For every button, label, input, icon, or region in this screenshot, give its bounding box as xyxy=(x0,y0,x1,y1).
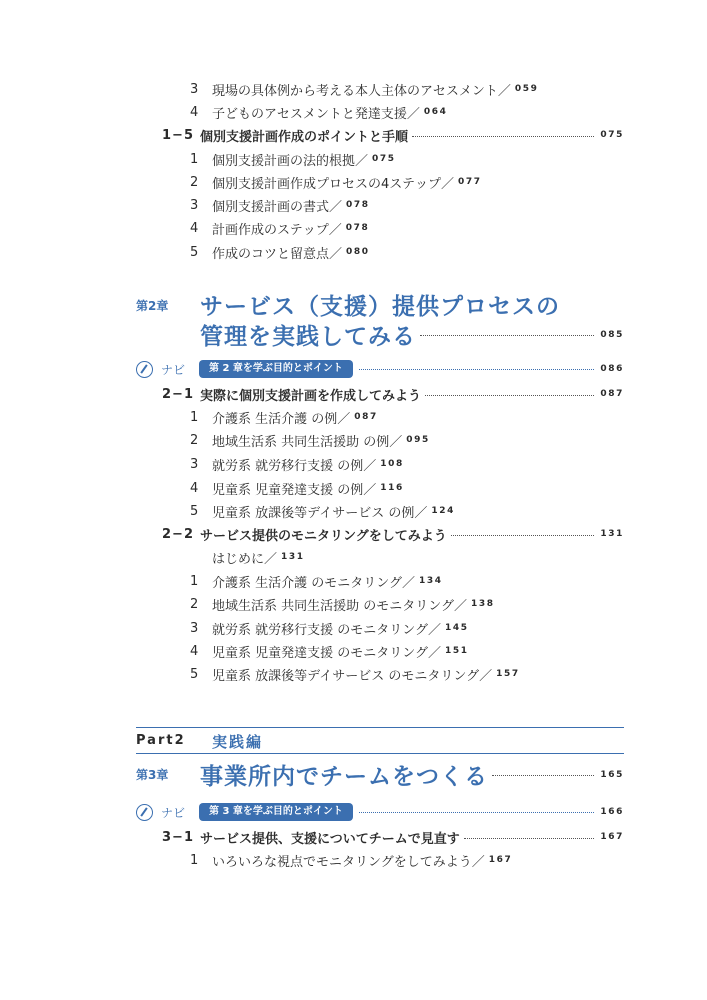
item-number: 3 xyxy=(190,620,199,636)
item-title: 介護系 生活介護 のモニタリング xyxy=(212,575,403,591)
toc-item[interactable] xyxy=(190,148,396,170)
item-title: 地域生活系 共同生活援助 のモニタリング xyxy=(212,598,455,614)
item-number: 2 xyxy=(190,174,199,190)
toc-section[interactable] xyxy=(162,523,624,545)
chapter-title-text: 管理を実践してみる xyxy=(200,324,416,350)
section-title: 実際に個別支援計画を作成してみよう xyxy=(200,388,422,404)
navi-row[interactable] xyxy=(136,360,624,378)
navi-row[interactable] xyxy=(136,803,624,821)
item-title: 個別支援計画の書式 xyxy=(212,199,330,215)
navi-page: 086 xyxy=(600,364,624,374)
navi-label: ナビ xyxy=(161,805,186,820)
separator: ／ xyxy=(406,106,420,122)
item-title: 就労系 就労移行支援 の例 xyxy=(212,458,364,474)
toc-item[interactable] xyxy=(190,171,482,193)
item-number: 2 xyxy=(190,596,199,612)
item-title: 地域生活系 共同生活援助 の例 xyxy=(212,434,390,450)
separator: ／ xyxy=(402,575,416,591)
section-title: 個別支援計画作成のポイントと手順 xyxy=(200,129,409,145)
item-page: 078 xyxy=(346,200,370,210)
leader-dots xyxy=(451,535,595,536)
item-number: 1 xyxy=(190,573,199,589)
separator: ／ xyxy=(441,176,455,192)
item-number: 5 xyxy=(190,503,199,519)
toc-section[interactable] xyxy=(162,124,624,146)
item-number: 2 xyxy=(190,432,199,448)
item-page: 059 xyxy=(514,84,539,94)
item-number: 4 xyxy=(190,104,199,120)
separator: ／ xyxy=(428,622,442,638)
separator: ／ xyxy=(363,482,377,498)
compass-icon xyxy=(136,804,153,821)
toc-item[interactable] xyxy=(190,453,404,475)
toc-item[interactable] xyxy=(190,500,455,522)
item-title: 児童系 放課後等デイサービス の例 xyxy=(212,505,415,521)
item-page: 167 xyxy=(488,855,513,865)
separator: ／ xyxy=(428,645,442,661)
chapter-page: 085 xyxy=(600,329,624,340)
item-number: 3 xyxy=(190,81,199,97)
compass-icon xyxy=(136,361,153,378)
item-page: 087 xyxy=(354,412,378,422)
item-number: 4 xyxy=(190,220,199,236)
leader-dots xyxy=(359,369,594,370)
section-page: 167 xyxy=(600,832,624,842)
toc-item[interactable] xyxy=(190,78,538,100)
item-number: 1 xyxy=(190,852,199,868)
separator: ／ xyxy=(329,246,343,262)
item-page: 075 xyxy=(372,154,396,164)
item-title: いろいろな視点でモニタリングをしてみよう xyxy=(212,854,472,870)
item-title: 現場の具体例から考える本人主体のアセスメント xyxy=(212,83,498,99)
toc-item-intro[interactable] xyxy=(212,546,305,568)
leader-dots xyxy=(492,775,594,776)
separator: ／ xyxy=(328,222,342,238)
toc-item[interactable] xyxy=(190,101,447,123)
item-title: 計画作成のステップ xyxy=(212,222,329,238)
separator: ／ xyxy=(337,411,351,427)
section-number: 3−1 xyxy=(162,829,194,845)
toc-item[interactable] xyxy=(190,477,404,499)
item-page: 138 xyxy=(471,599,495,609)
item-page: 064 xyxy=(423,107,448,117)
toc-item[interactable] xyxy=(190,570,443,592)
item-title: 児童系 児童発達支援 の例 xyxy=(212,482,364,498)
separator: ／ xyxy=(454,598,468,614)
part-label: Part2 xyxy=(136,733,186,748)
item-number: 4 xyxy=(190,480,199,496)
item-page: 078 xyxy=(345,223,370,233)
item-number: 5 xyxy=(190,244,199,260)
leader-dots xyxy=(464,838,595,839)
item-number: 4 xyxy=(190,643,199,659)
section-page: 131 xyxy=(600,529,624,539)
chapter-title[interactable] xyxy=(200,758,624,791)
item-page: 077 xyxy=(458,177,482,187)
toc-item[interactable] xyxy=(190,617,469,639)
separator: ／ xyxy=(329,199,343,215)
item-number: 1 xyxy=(190,151,199,167)
item-title: 児童系 児童発達支援 のモニタリング xyxy=(212,645,429,661)
item-title: 就労系 就労移行支援 のモニタリング xyxy=(212,622,429,638)
toc-item[interactable] xyxy=(190,849,512,871)
item-page: 157 xyxy=(496,669,520,679)
section-number: 2−2 xyxy=(162,526,194,542)
separator: ／ xyxy=(389,434,403,450)
item-page: 108 xyxy=(380,459,404,469)
chapter-page: 165 xyxy=(600,769,624,780)
item-page: 080 xyxy=(346,247,370,257)
item-page: 134 xyxy=(419,576,443,586)
item-title: 作成のコツと留意点 xyxy=(212,246,330,262)
separator: ／ xyxy=(264,551,278,567)
separator: ／ xyxy=(414,505,428,521)
separator: ／ xyxy=(355,153,369,169)
separator: ／ xyxy=(497,83,511,99)
toc-item[interactable] xyxy=(190,241,370,263)
toc-item[interactable] xyxy=(190,217,369,239)
section-page: 087 xyxy=(600,389,624,399)
item-title: 個別支援計画作成プロセスの4ステップ xyxy=(212,176,442,192)
item-title: はじめに xyxy=(212,551,265,567)
section-title: サービス提供のモニタリングをしてみよう xyxy=(200,528,447,544)
toc-item[interactable] xyxy=(190,593,495,615)
toc-section[interactable] xyxy=(162,383,624,405)
toc-item[interactable] xyxy=(190,640,469,662)
item-title: 子どものアセスメントと発達支援 xyxy=(212,106,407,122)
item-number: 3 xyxy=(190,456,199,472)
separator: ／ xyxy=(471,854,485,870)
navi-pill: 第 2 章を学ぶ目的とポイント xyxy=(199,360,353,378)
item-page: 145 xyxy=(445,623,469,633)
chapter-label: 第3章 xyxy=(136,768,169,782)
toc-item[interactable] xyxy=(190,194,370,216)
part-title: 実践編 xyxy=(212,733,264,751)
section-number: 2−1 xyxy=(162,386,194,402)
part-rule-top xyxy=(136,727,624,728)
toc-item[interactable] xyxy=(190,406,378,428)
navi-pill: 第 3 章を学ぶ目的とポイント xyxy=(199,803,353,821)
item-number: 5 xyxy=(190,666,199,682)
item-page: 124 xyxy=(431,506,455,516)
separator: ／ xyxy=(479,668,493,684)
section-page: 075 xyxy=(600,130,624,140)
item-page: 116 xyxy=(380,483,404,493)
leader-dots xyxy=(420,335,594,336)
item-number: 3 xyxy=(190,197,199,213)
toc-item[interactable] xyxy=(190,429,430,451)
chapter-title-line1[interactable]: サービス（支援）提供プロセスの xyxy=(200,294,560,320)
section-number: 1−5 xyxy=(162,127,194,143)
navi-page: 166 xyxy=(600,807,624,817)
chapter-title-text: 事業所内でチームをつくる xyxy=(200,764,488,790)
leader-dots xyxy=(425,395,594,396)
item-title: 個別支援計画の法的根拠 xyxy=(212,153,356,169)
leader-dots xyxy=(359,812,594,813)
item-title: 児童系 放課後等デイサービス のモニタリング xyxy=(212,668,480,684)
toc-item[interactable] xyxy=(190,663,520,685)
item-page: 095 xyxy=(406,435,430,445)
section-title: サービス提供、支援についてチームで見直す xyxy=(200,831,460,847)
separator: ／ xyxy=(363,458,377,474)
part-rule-bottom xyxy=(136,753,624,754)
item-page: 131 xyxy=(281,552,305,562)
chapter-title-line2[interactable] xyxy=(200,318,624,351)
chapter-label: 第2章 xyxy=(136,299,169,313)
item-page: 151 xyxy=(445,646,469,656)
navi-label: ナビ xyxy=(161,362,186,377)
leader-dots xyxy=(412,136,594,137)
toc-section[interactable] xyxy=(162,826,624,848)
item-title: 介護系 生活介護 の例 xyxy=(212,411,338,427)
item-number: 1 xyxy=(190,409,199,425)
